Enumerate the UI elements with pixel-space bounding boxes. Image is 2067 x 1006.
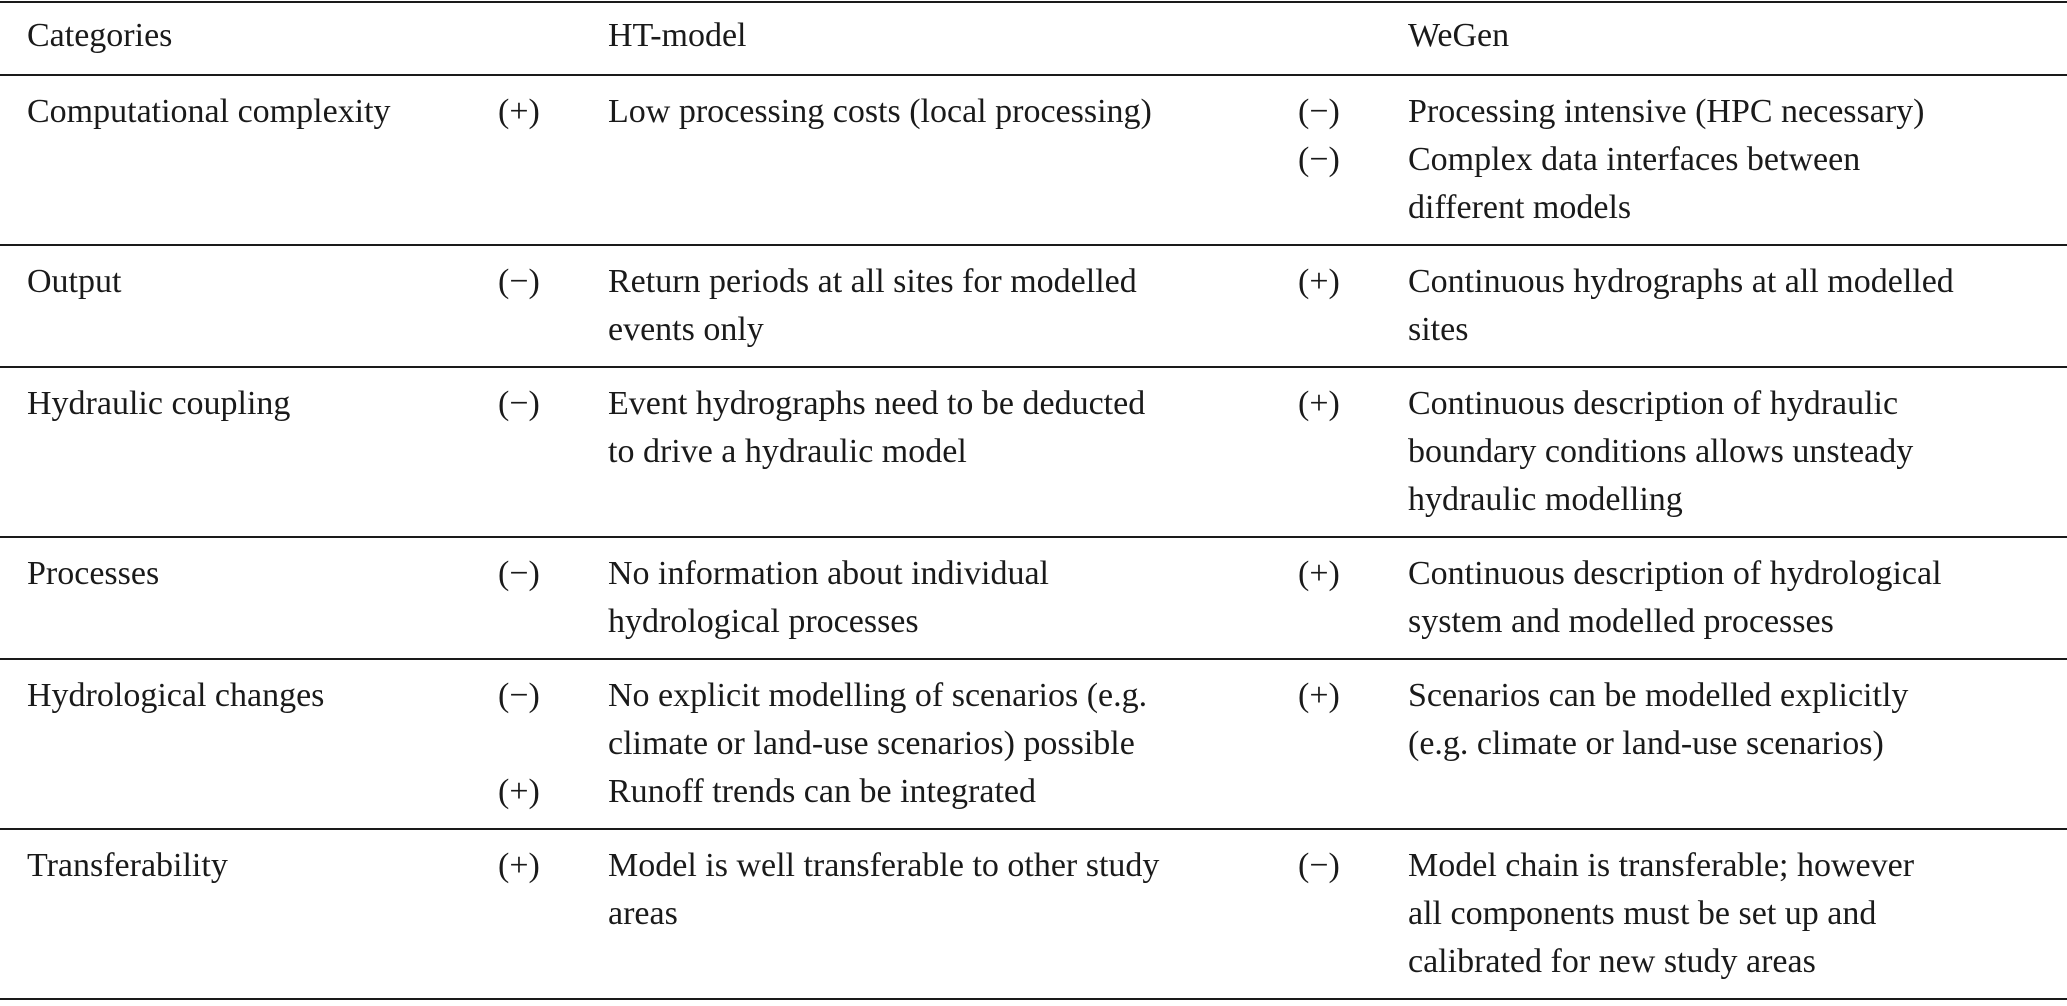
ht-text-line: Model is well transferable to other study bbox=[608, 847, 1160, 884]
ht-text-line: Event hydrographs need to be deducted bbox=[608, 385, 1146, 422]
ht-sign: (+) bbox=[498, 93, 540, 130]
row-rule bbox=[0, 366, 2067, 368]
wegen-text-line: different models bbox=[1408, 189, 1632, 226]
top-rule bbox=[0, 1, 2067, 3]
row-category: Transferability bbox=[27, 847, 228, 884]
row-rule bbox=[0, 658, 2067, 660]
ht-text bbox=[608, 258, 1137, 354]
wegen-text bbox=[1408, 842, 1914, 986]
wegen-sign: (+) bbox=[1298, 263, 1340, 300]
ht-sign: (−) bbox=[498, 677, 540, 714]
ht-text-line: to drive a hydraulic model bbox=[608, 433, 967, 470]
header-categories: Categories bbox=[27, 17, 173, 54]
wegen-text-line: hydraulic modelling bbox=[1408, 481, 1683, 518]
bottom-rule bbox=[0, 998, 2067, 1000]
ht-text bbox=[608, 88, 1152, 136]
row-rule bbox=[0, 244, 2067, 246]
header-ht-model: HT-model bbox=[608, 17, 747, 54]
wegen-text bbox=[1408, 672, 1908, 768]
ht-text-line: Return periods at all sites for modelled bbox=[608, 263, 1137, 300]
ht-text-line: Runoff trends can be integrated bbox=[608, 773, 1037, 810]
wegen-text-line: system and modelled processes bbox=[1408, 603, 1834, 640]
ht-text-line: Low processing costs (local processing) bbox=[608, 93, 1152, 130]
ht-text-line: areas bbox=[608, 895, 678, 932]
ht-text bbox=[608, 550, 1049, 646]
wegen-text-line: Continuous hydrographs at all modelled bbox=[1408, 263, 1954, 300]
wegen-text-line: Complex data interfaces between bbox=[1408, 141, 1861, 178]
wegen-text-line: all components must be set up and bbox=[1408, 895, 1877, 932]
ht-text-line: climate or land-use scenarios) possible bbox=[608, 725, 1135, 762]
ht-sign: (+) bbox=[498, 773, 540, 810]
wegen-text bbox=[1408, 550, 1942, 646]
wegen-text-line: Continuous description of hydraulic bbox=[1408, 385, 1899, 422]
wegen-text-line: calibrated for new study areas bbox=[1408, 943, 1816, 980]
wegen-sign: (−) bbox=[1298, 847, 1340, 884]
wegen-text bbox=[1408, 88, 1925, 136]
ht-text-line: No explicit modelling of scenarios (e.g. bbox=[608, 677, 1148, 714]
row-category: Hydrological changes bbox=[27, 677, 325, 714]
row-category: Hydraulic coupling bbox=[27, 385, 291, 422]
wegen-sign: (+) bbox=[1298, 555, 1340, 592]
row-category: Processes bbox=[27, 555, 160, 592]
wegen-text bbox=[1408, 136, 1860, 232]
row-rule bbox=[0, 828, 2067, 830]
wegen-text-line: (e.g. climate or land-use scenarios) bbox=[1408, 725, 1884, 762]
ht-text-line: hydrological processes bbox=[608, 603, 919, 640]
wegen-sign: (−) bbox=[1298, 141, 1340, 178]
wegen-text bbox=[1408, 258, 1954, 354]
wegen-text-line: Scenarios can be modelled explicitly bbox=[1408, 677, 1909, 714]
wegen-text-line: Processing intensive (HPC necessary) bbox=[1408, 93, 1925, 130]
ht-sign: (−) bbox=[498, 555, 540, 592]
header-rule bbox=[0, 74, 2067, 76]
wegen-sign: (+) bbox=[1298, 677, 1340, 714]
wegen-text-line: Continuous description of hydrological bbox=[1408, 555, 1942, 592]
wegen-sign: (+) bbox=[1298, 385, 1340, 422]
wegen-sign: (−) bbox=[1298, 93, 1340, 130]
wegen-text-line: Model chain is transferable; however bbox=[1408, 847, 1915, 884]
wegen-text-line: boundary conditions allows unsteady bbox=[1408, 433, 1914, 470]
header-wegen: WeGen bbox=[1408, 17, 1510, 54]
row-rule bbox=[0, 536, 2067, 538]
ht-text-line: events only bbox=[608, 311, 764, 348]
ht-text bbox=[608, 672, 1147, 768]
ht-text bbox=[608, 842, 1159, 938]
row-category: Computational complexity bbox=[27, 93, 391, 130]
ht-sign: (−) bbox=[498, 263, 540, 300]
ht-sign: (−) bbox=[498, 385, 540, 422]
row-category: Output bbox=[27, 263, 122, 300]
ht-sign: (+) bbox=[498, 847, 540, 884]
wegen-text bbox=[1408, 380, 1913, 524]
ht-text-line: No information about individual bbox=[608, 555, 1049, 592]
ht-text bbox=[608, 380, 1145, 476]
ht-text bbox=[608, 768, 1036, 816]
wegen-text-line: sites bbox=[1408, 311, 1469, 348]
